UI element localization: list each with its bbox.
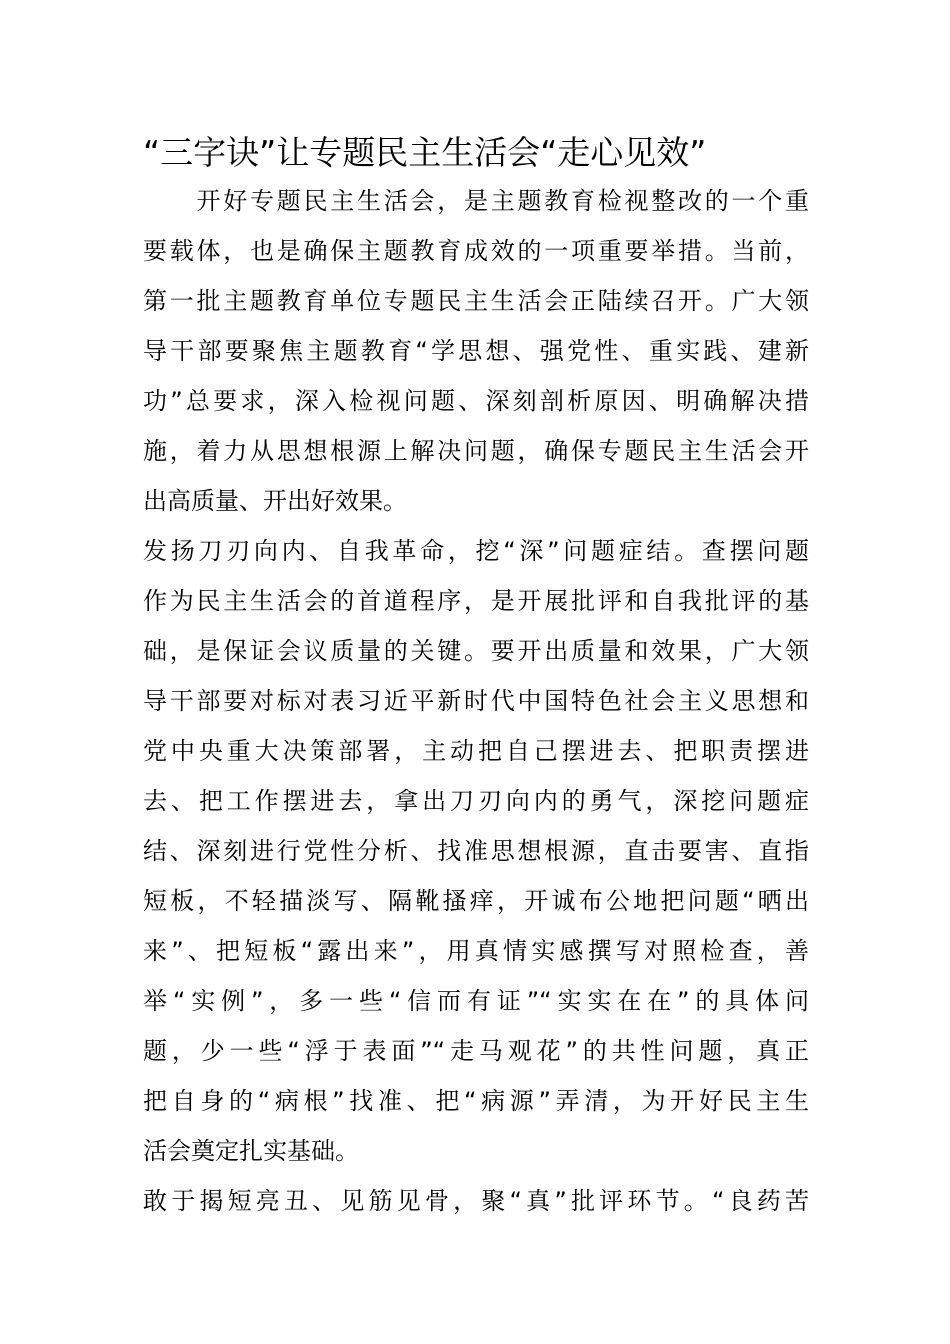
text-line: 第一批主题教育单位专题民主生活会正陆续召开。广大领 xyxy=(143,287,809,315)
text-line: 作为民主生活会的首道程序，是开展批评和自我批评的基 xyxy=(143,587,809,615)
text-line: 结、深刻进行党性分析、找准思想根源，直击要害、直指 xyxy=(143,837,809,865)
text-line: 要载体，也是确保主题教育成效的一项重要举措。当前， xyxy=(143,237,809,265)
text-line: 开好专题民主生活会，是主题教育检视整改的一个重 xyxy=(143,187,809,215)
paragraph-1 xyxy=(143,176,809,526)
text-line: 施，着力从思想根源上解决问题，确保专题民主生活会开 xyxy=(143,437,809,465)
text-line: 活会奠定扎实基础。 xyxy=(143,1137,359,1165)
text-line: 出高质量、开出好效果。 xyxy=(143,487,407,515)
text-line: 把自身的“病根”找准、把“病源”弄清，为开好民主生 xyxy=(143,1087,809,1115)
paragraph-3 xyxy=(143,1176,809,1226)
text-line: 础，是保证会议质量的关键。要开出质量和效果，广大领 xyxy=(143,637,809,665)
document-title: “三字诀”让专题民主生活会“走心见效” xyxy=(143,133,707,172)
text-line: 发扬刀刃向内、自我革命，挖“深”问题症结。查摆问题 xyxy=(143,537,809,565)
text-line: 党中央重大决策部署，主动把自己摆进去、把职责摆进 xyxy=(143,737,809,765)
text-line: 举“实例”，多一些“信而有证”“实实在在”的具体问 xyxy=(143,987,809,1015)
paragraph-2 xyxy=(143,526,809,1176)
document-body xyxy=(143,176,809,1226)
text-line: 导干部要对标对表习近平新时代中国特色社会主义思想和 xyxy=(143,687,809,715)
text-line: 来”、把短板“露出来”，用真情实感撰写对照检查，善 xyxy=(143,937,809,965)
text-line: 敢于揭短亮丑、见筋见骨，聚“真”批评环节。“良药苦 xyxy=(143,1187,809,1215)
text-line: 题，少一些“浮于表面”“走马观花”的共性问题，真正 xyxy=(143,1037,809,1065)
text-line: 短板，不轻描淡写、隔靴搔痒，开诚布公地把问题“晒出 xyxy=(143,887,809,915)
text-line: 功”总要求，深入检视问题、深刻剖析原因、明确解决措 xyxy=(143,387,809,415)
text-line: 去、把工作摆进去，拿出刀刃向内的勇气，深挖问题症 xyxy=(143,787,809,815)
text-line: 导干部要聚焦主题教育“学思想、强党性、重实践、建新 xyxy=(143,337,809,365)
